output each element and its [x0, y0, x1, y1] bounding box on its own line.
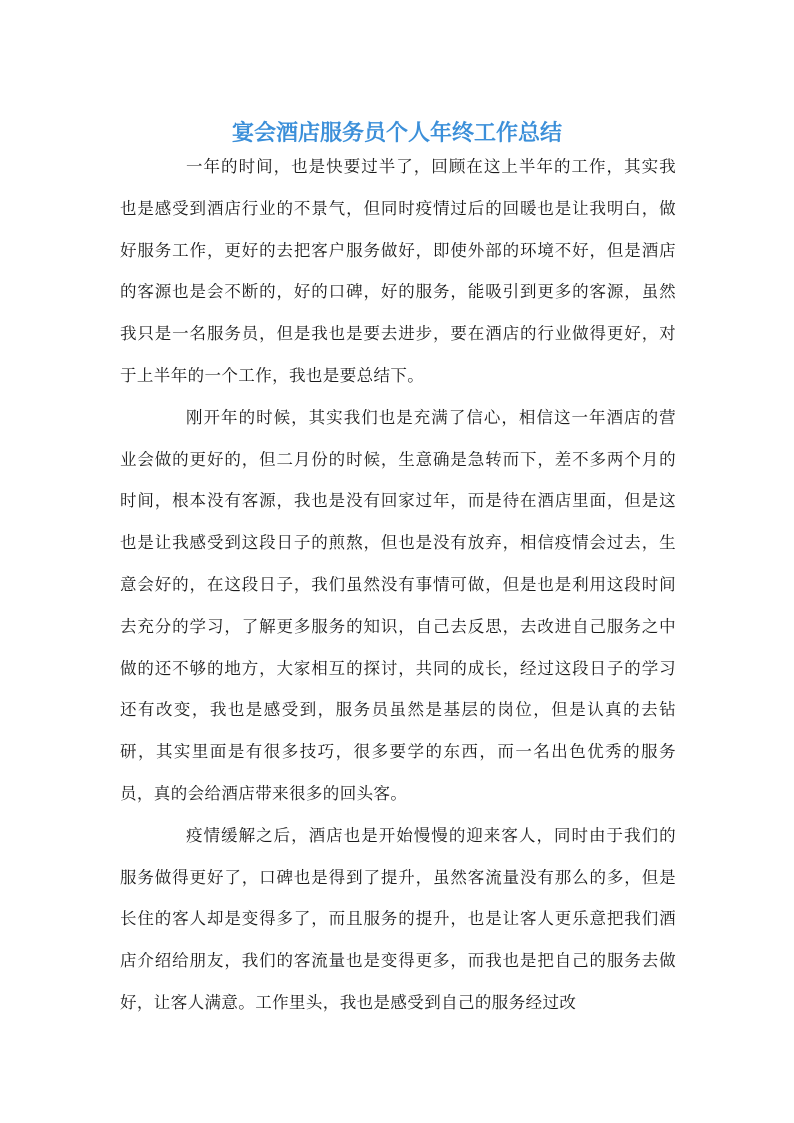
document-body: [120, 146, 676, 1024]
document-title: 宴会酒店服务员个人年终工作总结: [231, 120, 562, 146]
paragraph-3: 疫情缓解之后，酒店也是开始慢慢的迎来客人，同时由于我们的服务做得更好了，口碑也是得到了提升，虽然客流量没有那么的多，但是长住的客人却是变得多了，而且服务的提升，也是让客人更乐意把我们酒店介绍给朋友，我们的客流量也是变得更多，而我也是把自己的服务去做好，让客人满意。工作里头，我也是感受到自己的服务经过改: [120, 825, 676, 1012]
paragraph-2: 刚开年的时候，其实我们也是充满了信心，相信这一年酒店的营业会做的更好的，但二月份的时候，生意确是急转而下，差不多两个月的时间，根本没有客源，我也是没有回家过年，而是待在酒店里面，但是这也是让我感受到这段日子的煎熬，但也是没有放弃，相信疫情会过去，生意会好的，在这段日子，我们虽然没有事情可做，但是也是利用这段时间去充分的学习，了解更多服务的知识，自己去反思，去改进自己服务之中做的还不够的地方，大家相互的探讨，共同的成长，经过这段日子的学习还有改变，我也是感受到，服务员虽然是基层的岗位，但是认真的去钻研，其实里面是有很多技巧，很多要学的东西，而一名出色优秀的服务员，真的会给酒店带来很多的回头客。: [120, 407, 676, 803]
paragraph-1: 一年的时间，也是快要过半了，回顾在这上半年的工作，其实我也是感受到酒店行业的不景气，但同时疫情过后的回暖也是让我明白，做好服务工作，更好的去把客户服务做好，即使外部的环境不好，但是酒店的客源也是会不断的，好的口碑，好的服务，能吸引到更多的客源，虽然我只是一名服务员，但是我也是要去进步，要在酒店的行业做得更好，对于上半年的一个工作，我也是要总结下。: [120, 157, 676, 385]
